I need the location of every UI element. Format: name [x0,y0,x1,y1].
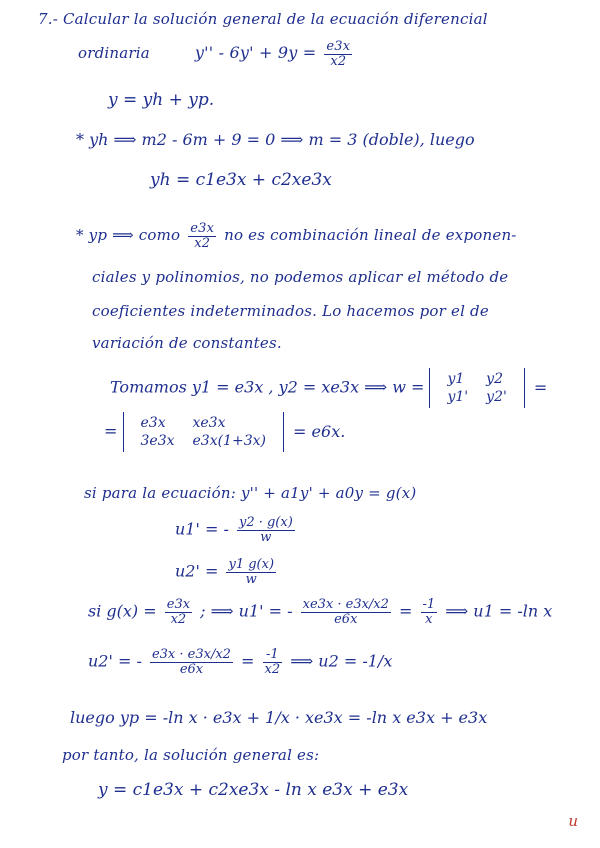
wronskian-symbolic [429,368,524,408]
u1-den: w [260,529,272,545]
gx-fraction [165,598,192,626]
yp-line3: coeficientes indeterminados. Lo hacemos por el de [92,302,489,320]
yp-intro-prefix: * yp ⟹ como [76,226,181,245]
u1-lhs: u1' = - [175,519,229,539]
wronskian-values [123,412,284,452]
u1-calc-res-num: -1 [422,597,436,612]
u2-calc-res-den: x2 [264,661,281,677]
gx-num: e3x [166,597,191,612]
yp-intro [76,222,517,250]
yp-intro-fraction [188,222,216,250]
u2-calculation [88,648,392,676]
u2-calc-num: e3x · e3x/x2 [151,647,231,662]
u1-calc-res-den: x [425,611,433,627]
u2-calc-fraction [150,648,233,676]
luego-yp: luego yp = -ln x · e3x + 1/x · xe3x = -ln x e3x + e3x [70,708,488,727]
u2-den: w [245,571,257,587]
u2-calc-mid: = [241,651,255,671]
u1-calc-end: ⟹ u1 = -ln x [445,601,553,621]
w-val-12: xe3x [192,415,226,431]
w-val-21: 3e3x [140,433,175,449]
ode-lhs: y'' - 6y' + 9y = [194,43,317,63]
por-tanto-line: por tanto, la solución general es: [62,746,320,764]
u1-num: y2 · g(x) [238,515,293,530]
problem-statement-line2 [78,40,355,68]
u1-calc-num: xe3x · e3x/x2 [302,597,389,612]
u2-calc-den: e6x [179,661,204,677]
u1-calc-den: e6x [334,611,358,627]
si-para-line: si para la ecuación: y'' + a1y' + a0y = g(x) [84,484,417,502]
final-solution: y = c1e3x + c2xe3x - ln x e3x + e3x [98,780,409,800]
yp-intro-frac-num: e3x [190,221,215,236]
u2-calc-res-num: -1 [263,648,283,663]
problem-ordinaria: ordinaria [78,44,150,63]
u1-prime-formula [175,516,298,544]
u2-lhs: u2' = [175,561,219,581]
ode-rhs-fraction [324,40,352,68]
u2-num: y1 g(x) [228,557,275,572]
u2-calc-end: ⟹ u2 = -1/x [290,651,393,671]
ode-rhs-den: x2 [330,53,347,69]
w-sym-21: y1' [447,389,469,405]
u1-calc-fraction [301,598,391,626]
u1-calc-res-fraction [421,598,438,626]
u1-fraction [237,516,295,544]
u2-prime-formula [175,558,279,586]
general-form: y = yh + yp. [108,90,215,110]
yp-line2: ciales y polinomios, no podemos aplicar el método de [92,268,509,286]
yp-line4: variación de constantes. [92,334,282,352]
u1-calculation [88,598,552,626]
yp-intro-frac-den: x2 [194,235,211,251]
w-sym-12: y2 [486,371,503,387]
problem-statement-line1: 7.- Calcular la solución general de la ecuación diferencial [38,10,488,28]
tomamos-text: Tomamos y1 = e3x , y2 = xe3x ⟹ w = [110,377,425,397]
yh-characteristic-equation: * yh ⟹ m2 - 6m + 9 = 0 ⟹ m = 3 (doble), luego [76,130,475,149]
u2-fraction [226,558,276,586]
yh-solution: yh = c1e3x + c2xe3x [150,170,332,190]
w-val-22: e3x(1+3x) [192,433,266,449]
w-result: = e6x. [293,421,346,441]
signature-mark: u [568,812,578,830]
w-sym-11: y1 [447,371,465,387]
wronskian-values-line: = e3x xe3x 3e3x e3x(1+3x) = e6x. [104,412,345,452]
gx-den: x2 [170,611,187,627]
w-val-11: e3x [140,415,166,431]
u1-calc-mid: = [399,601,413,621]
u1-calc-prefix: ; ⟹ u1' = - [200,601,293,621]
tomamos-line: Tomamos y1 = e3x , y2 = xe3x ⟹ w = y1 y2 y1' y2' = [110,368,547,408]
u2-calc-prefix: u2' = - [88,651,142,671]
w-sym-22: y2' [486,389,507,405]
yp-intro-suffix: no es combinación lineal de exponen- [224,226,517,245]
si-gx: si g(x) = [88,601,157,621]
u2-calc-res-fraction [263,648,283,676]
ode-rhs-num: e3x [326,39,351,54]
